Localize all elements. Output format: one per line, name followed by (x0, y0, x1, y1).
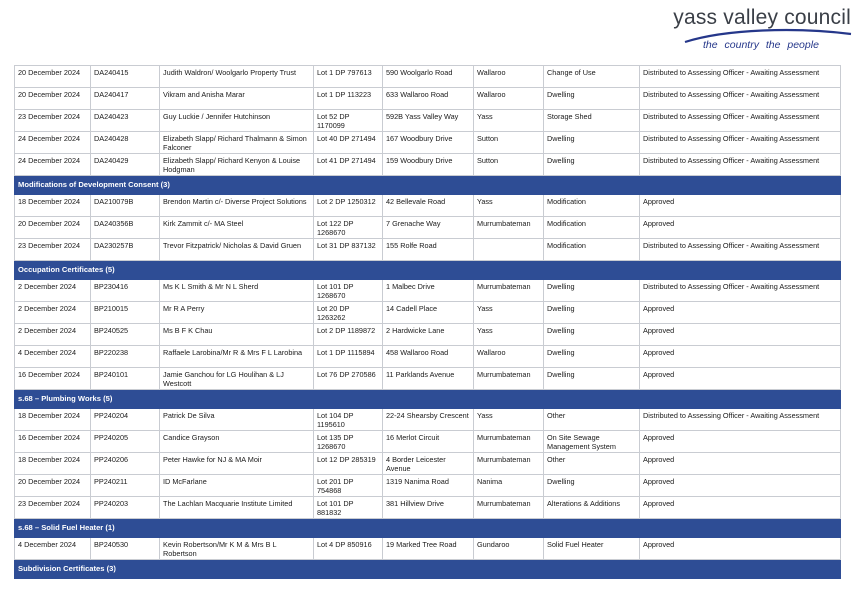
application-number-cell: BP240101 (91, 368, 160, 390)
status-cell: Approved (640, 453, 841, 475)
status-cell: Distributed to Assessing Officer - Awaiting Assessment (640, 280, 841, 302)
status-cell: Approved (640, 497, 841, 519)
status-cell: Approved (640, 368, 841, 390)
application-number-cell: BP240525 (91, 324, 160, 346)
lot-dp-cell: Lot 2 DP 1189872 (314, 324, 383, 346)
application-number-cell: BP210015 (91, 302, 160, 324)
table-row (15, 195, 841, 217)
address-cell: 167 Woodbury Drive (383, 132, 474, 154)
date-cell: 20 December 2024 (15, 66, 91, 88)
application-number-cell: DA240417 (91, 88, 160, 110)
table-row (15, 110, 841, 132)
table-row (15, 368, 841, 390)
locality-cell: Wallaroo (474, 66, 544, 88)
development-type-cell: Dwelling (544, 132, 640, 154)
section-header (15, 560, 841, 579)
lot-dp-cell: Lot 101 DP 1268670 (314, 280, 383, 302)
lot-dp-cell: Lot 101 DP 881832 (314, 497, 383, 519)
section-title: s.68 – Plumbing Works (5) (15, 390, 841, 409)
applicant-cell: Brendon Martin c/- Diverse Project Solutions (160, 195, 314, 217)
status-cell: Distributed to Assessing Officer - Awaiting Assessment (640, 132, 841, 154)
application-number-cell: BP230416 (91, 280, 160, 302)
address-cell: 590 Woolgarlo Road (383, 66, 474, 88)
date-cell: 18 December 2024 (15, 409, 91, 431)
locality-cell: Murrumbateman (474, 453, 544, 475)
address-cell: 159 Woodbury Drive (383, 154, 474, 176)
locality-cell: Sutton (474, 132, 544, 154)
locality-cell: Nanima (474, 475, 544, 497)
council-name: yass valley council (673, 6, 851, 29)
application-number-cell: PP240204 (91, 409, 160, 431)
applicant-cell: Jamie Ganchou for LG Houlihan & LJ Westcott (160, 368, 314, 390)
lot-dp-cell: Lot 1 DP 1115894 (314, 346, 383, 368)
locality-cell: Sutton (474, 154, 544, 176)
lot-dp-cell: Lot 76 DP 270586 (314, 368, 383, 390)
development-type-cell: Storage Shed (544, 110, 640, 132)
table-row (15, 302, 841, 324)
address-cell: 22-24 Shearsby Crescent (383, 409, 474, 431)
date-cell: 23 December 2024 (15, 110, 91, 132)
table-row (15, 497, 841, 519)
section-title: Subdivision Certificates (3) (15, 560, 841, 579)
address-cell: 1 Malbec Drive (383, 280, 474, 302)
status-cell: Distributed to Assessing Officer - Awaiting Assessment (640, 66, 841, 88)
applicant-cell: Kevin Robertson/Mr K M & Mrs B L Robertson (160, 538, 314, 560)
development-type-cell: Dwelling (544, 88, 640, 110)
address-cell: 458 Wallaroo Road (383, 346, 474, 368)
applicant-cell: Ms K L Smith & Mr N L Sherd (160, 280, 314, 302)
application-number-cell: PP240203 (91, 497, 160, 519)
lot-dp-cell: Lot 122 DP 1268670 (314, 217, 383, 239)
address-cell: 1319 Nanima Road (383, 475, 474, 497)
address-cell: 2 Hardwicke Lane (383, 324, 474, 346)
table-row (15, 66, 841, 88)
applicant-cell: Raffaele Larobina/Mr R & Mrs F L Larobina (160, 346, 314, 368)
application-number-cell: DA240429 (91, 154, 160, 176)
address-cell: 14 Cadell Place (383, 302, 474, 324)
development-type-cell: Dwelling (544, 154, 640, 176)
locality-cell: Yass (474, 195, 544, 217)
status-cell: Approved (640, 195, 841, 217)
development-type-cell: Other (544, 409, 640, 431)
date-cell: 24 December 2024 (15, 132, 91, 154)
address-cell: 19 Marked Tree Road (383, 538, 474, 560)
lot-dp-cell: Lot 2 DP 1250312 (314, 195, 383, 217)
applicant-cell: Guy Luckie / Jennifer Hutchinson (160, 110, 314, 132)
status-cell: Distributed to Assessing Officer - Awaiting Assessment (640, 154, 841, 176)
applicant-cell: Candice Grayson (160, 431, 314, 453)
table-row (15, 154, 841, 176)
status-cell: Approved (640, 324, 841, 346)
table-row (15, 409, 841, 431)
table-row (15, 431, 841, 453)
lot-dp-cell: Lot 31 DP 837132 (314, 239, 383, 261)
table-row (15, 538, 841, 560)
table-row (15, 453, 841, 475)
date-cell: 2 December 2024 (15, 324, 91, 346)
lot-dp-cell: Lot 52 DP 1170099 (314, 110, 383, 132)
locality-cell: Murrumbateman (474, 368, 544, 390)
applicant-cell: The Lachlan Macquarie Institute Limited (160, 497, 314, 519)
date-cell: 23 December 2024 (15, 497, 91, 519)
table-row (15, 239, 841, 261)
application-number-cell: BP220238 (91, 346, 160, 368)
locality-cell: Murrumbateman (474, 497, 544, 519)
status-cell: Approved (640, 431, 841, 453)
date-cell: 2 December 2024 (15, 280, 91, 302)
status-cell: Approved (640, 302, 841, 324)
application-number-cell: DA240423 (91, 110, 160, 132)
section-title: s.68 – Solid Fuel Heater (1) (15, 519, 841, 538)
address-cell: 7 Grenache Way (383, 217, 474, 239)
address-cell: 633 Wallaroo Road (383, 88, 474, 110)
section-title: Modifications of Development Consent (3) (15, 176, 841, 195)
lot-dp-cell: Lot 12 DP 285319 (314, 453, 383, 475)
development-type-cell: Modification (544, 239, 640, 261)
date-cell: 20 December 2024 (15, 217, 91, 239)
application-number-cell: DA230257B (91, 239, 160, 261)
applicant-cell: Elizabeth Slapp/ Richard Thalmann & Simon Falconer (160, 132, 314, 154)
locality-cell: Yass (474, 409, 544, 431)
application-number-cell: PP240206 (91, 453, 160, 475)
table-row (15, 475, 841, 497)
date-cell: 18 December 2024 (15, 453, 91, 475)
address-cell: 42 Bellevale Road (383, 195, 474, 217)
applicant-cell: Ms B F K Chau (160, 324, 314, 346)
locality-cell: Gundaroo (474, 538, 544, 560)
locality-cell: Wallaroo (474, 346, 544, 368)
locality-cell: Yass (474, 302, 544, 324)
lot-dp-cell: Lot 4 DP 850916 (314, 538, 383, 560)
applicant-cell: Vikram and Anisha Marar (160, 88, 314, 110)
development-type-cell: Modification (544, 217, 640, 239)
council-logo (673, 6, 853, 54)
development-type-cell: Dwelling (544, 346, 640, 368)
lot-dp-cell: Lot 201 DP 754868 (314, 475, 383, 497)
date-cell: 24 December 2024 (15, 154, 91, 176)
status-cell: Approved (640, 346, 841, 368)
applicant-cell: Elizabeth Slapp/ Richard Kenyon & Louise Hodgman (160, 154, 314, 176)
development-type-cell: Dwelling (544, 302, 640, 324)
lot-dp-cell: Lot 135 DP 1268670 (314, 431, 383, 453)
date-cell: 23 December 2024 (15, 239, 91, 261)
status-cell: Approved (640, 475, 841, 497)
table-row (15, 324, 841, 346)
applications-table (14, 65, 841, 579)
lot-dp-cell: Lot 1 DP 113223 (314, 88, 383, 110)
applicant-cell: Mr R A Perry (160, 302, 314, 324)
application-number-cell: PP240205 (91, 431, 160, 453)
development-type-cell: Solid Fuel Heater (544, 538, 640, 560)
development-type-cell: Change of Use (544, 66, 640, 88)
application-number-cell: DA240415 (91, 66, 160, 88)
lot-dp-cell: Lot 41 DP 271494 (314, 154, 383, 176)
applicant-cell: Patrick De Silva (160, 409, 314, 431)
development-type-cell: Dwelling (544, 475, 640, 497)
applicant-cell: ID McFarlane (160, 475, 314, 497)
address-cell: 381 Hillview Drive (383, 497, 474, 519)
development-type-cell: Dwelling (544, 368, 640, 390)
development-type-cell: Alterations & Additions (544, 497, 640, 519)
application-number-cell: BP240530 (91, 538, 160, 560)
application-number-cell: DA240356B (91, 217, 160, 239)
development-type-cell: Modification (544, 195, 640, 217)
applicant-cell: Peter Hawke for NJ & MA Moir (160, 453, 314, 475)
table-row (15, 346, 841, 368)
date-cell: 20 December 2024 (15, 88, 91, 110)
locality-cell: Yass (474, 110, 544, 132)
application-number-cell: DA210079B (91, 195, 160, 217)
date-cell: 16 December 2024 (15, 368, 91, 390)
applicant-cell: Trevor Fitzpatrick/ Nicholas & David Gruen (160, 239, 314, 261)
lot-dp-cell: Lot 20 DP 1263262 (314, 302, 383, 324)
locality-cell: Murrumbateman (474, 431, 544, 453)
address-cell: 16 Merlot Circuit (383, 431, 474, 453)
status-cell: Distributed to Assessing Officer - Awaiting Assessment (640, 110, 841, 132)
date-cell: 16 December 2024 (15, 431, 91, 453)
table-row (15, 217, 841, 239)
section-header (15, 519, 841, 538)
application-number-cell: DA240428 (91, 132, 160, 154)
status-cell: Approved (640, 538, 841, 560)
status-cell: Approved (640, 217, 841, 239)
application-number-cell: PP240211 (91, 475, 160, 497)
status-cell: Distributed to Assessing Officer - Awaiting Assessment (640, 88, 841, 110)
applicant-cell: Judith Waldron/ Woolgarlo Property Trust (160, 66, 314, 88)
section-header (15, 261, 841, 280)
lot-dp-cell: Lot 104 DP 1195610 (314, 409, 383, 431)
address-cell: 4 Border Leicester Avenue (383, 453, 474, 475)
table-row (15, 88, 841, 110)
date-cell: 2 December 2024 (15, 302, 91, 324)
lot-dp-cell: Lot 1 DP 797613 (314, 66, 383, 88)
development-type-cell: Dwelling (544, 280, 640, 302)
date-cell: 20 December 2024 (15, 475, 91, 497)
date-cell: 18 December 2024 (15, 195, 91, 217)
lot-dp-cell: Lot 40 DP 271494 (314, 132, 383, 154)
development-type-cell: Dwelling (544, 324, 640, 346)
section-title: Occupation Certificates (5) (15, 261, 841, 280)
locality-cell: Wallaroo (474, 88, 544, 110)
development-type-cell: On Site Sewage Management System (544, 431, 640, 453)
date-cell: 4 December 2024 (15, 346, 91, 368)
locality-cell: Murrumbateman (474, 217, 544, 239)
status-cell: Distributed to Assessing Officer - Awaiting Assessment (640, 409, 841, 431)
date-cell: 4 December 2024 (15, 538, 91, 560)
address-cell: 11 Parklands Avenue (383, 368, 474, 390)
table-row (15, 280, 841, 302)
locality-cell (474, 239, 544, 261)
status-cell: Distributed to Assessing Officer - Awaiting Assessment (640, 239, 841, 261)
locality-cell: Murrumbateman (474, 280, 544, 302)
section-header (15, 176, 841, 195)
development-type-cell: Other (544, 453, 640, 475)
table-row (15, 132, 841, 154)
applicant-cell: Kirk Zammit c/- MA Steel (160, 217, 314, 239)
locality-cell: Yass (474, 324, 544, 346)
section-header (15, 390, 841, 409)
address-cell: 592B Yass Valley Way (383, 110, 474, 132)
council-tagline: the country the people (703, 39, 819, 51)
address-cell: 155 Rolfe Road (383, 239, 474, 261)
